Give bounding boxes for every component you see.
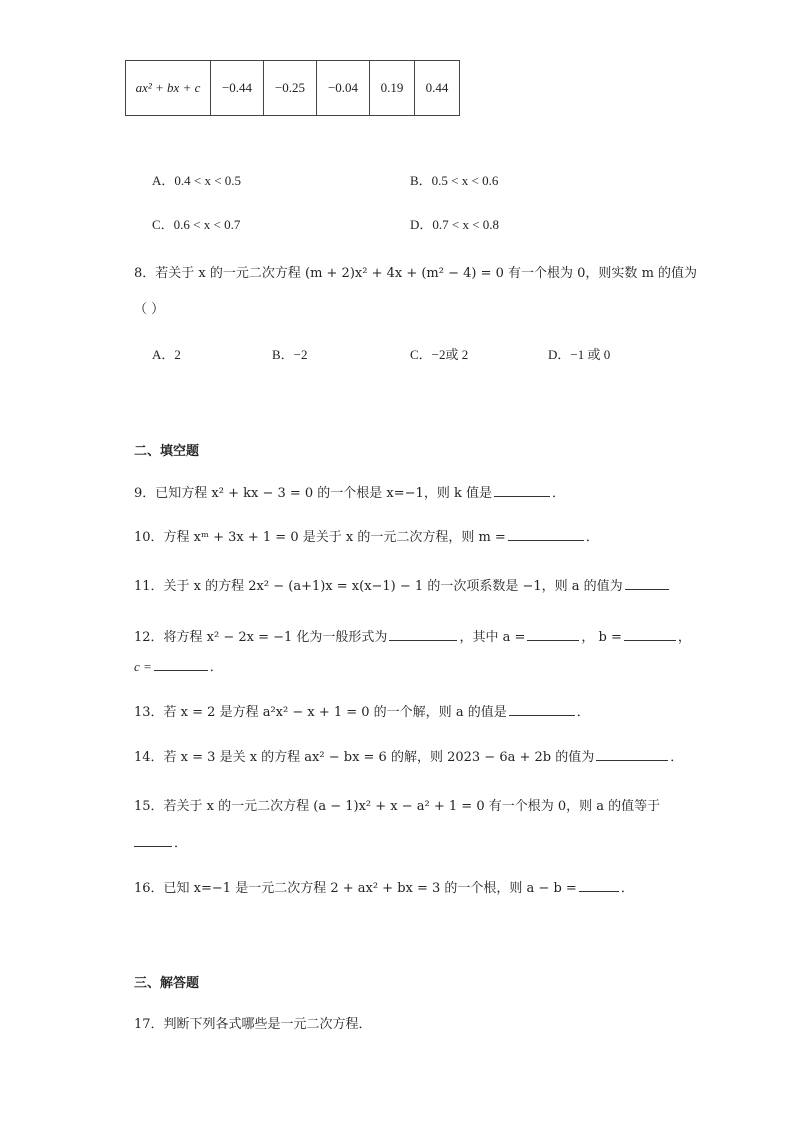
table-cell: −0.25 — [264, 61, 317, 116]
q12-text: 12．将方程 x² − 2x = −1 化为一般形式为 — [134, 630, 388, 645]
q9-end: ． — [551, 486, 565, 501]
q14 — [134, 746, 683, 765]
q10-end: ． — [585, 530, 599, 545]
q8-option-a: A．2 — [152, 347, 181, 362]
q8-option-c: C．−2或 2 — [410, 347, 469, 362]
answer-blank[interactable] — [154, 658, 208, 671]
answer-blank[interactable] — [579, 879, 619, 892]
answer-blank[interactable] — [596, 748, 668, 761]
q12-comma: ， — [677, 630, 691, 645]
q8-stem: 8．若关于 x 的一元二次方程 (m + 2)x² + 4x + (m² − 4) = 0 有一个根为 0，则实数 m 的值为 — [134, 266, 698, 281]
q11 — [134, 575, 671, 594]
q15-text: 15．若关于 x 的一元二次方程 (a − 1)x² + x − a² + 1 = 0 有一个根为 0，则 a 的值等于 — [134, 799, 661, 814]
q13 — [134, 701, 590, 720]
q15-end: ． — [174, 836, 188, 851]
table-cell: 0.44 — [415, 61, 460, 116]
q7-option-d: D．0.7 < x < 0.8 — [410, 217, 500, 232]
q12-end: ． — [209, 660, 223, 675]
answer-blank[interactable] — [624, 628, 676, 641]
q12-line2 — [134, 656, 223, 675]
q9-text: 9．已知方程 x² + kx − 3 = 0 的一个根是 x=−1，则 k 值是 — [134, 486, 492, 501]
q12 — [134, 626, 691, 645]
q14-end: ． — [670, 750, 684, 765]
q15-line2 — [134, 832, 187, 851]
answer-blank[interactable] — [527, 628, 579, 641]
table-row-label: ax² + bx + c — [126, 61, 211, 116]
answer-blank[interactable] — [508, 528, 584, 541]
table-cell: −0.04 — [317, 61, 370, 116]
table-row — [126, 61, 460, 116]
q16 — [134, 877, 634, 896]
q16-end: ． — [620, 881, 634, 896]
section-title-fill-in: 二、填空题 — [134, 444, 200, 459]
q12-c-label: c = — [134, 659, 152, 674]
q8-option-d: D．−1 或 0 — [548, 347, 611, 362]
q12-b-label: ， b = — [581, 630, 622, 645]
q15 — [134, 795, 660, 814]
q9 — [134, 482, 565, 501]
q8-option-b: B．−2 — [272, 347, 308, 362]
q7-option-c: C．0.6 < x < 0.7 — [152, 217, 241, 232]
q7-option-b: B．0.5 < x < 0.6 — [410, 173, 499, 188]
q11-text: 11．关于 x 的方程 2x² − (a+1)x = x(x−1) − 1 的一次项系数是 −1，则 a 的值为 — [134, 579, 623, 594]
section-title-solve: 三、解答题 — [134, 976, 200, 991]
q10 — [134, 526, 599, 545]
answer-blank[interactable] — [134, 834, 172, 847]
q13-end: ． — [576, 705, 590, 720]
q17: 17．判断下列各式哪些是一元二次方程． — [134, 1017, 372, 1032]
value-table — [125, 60, 460, 116]
answer-blank[interactable] — [494, 484, 550, 497]
table-cell: 0.19 — [370, 61, 415, 116]
answer-blank[interactable] — [509, 703, 575, 716]
answer-blank[interactable] — [625, 577, 669, 590]
q14-text: 14．若 x = 3 是关 x 的方程 ax² − bx = 6 的解，则 2023 − 6a + 2b 的值为 — [134, 750, 595, 765]
answer-blank[interactable] — [389, 628, 457, 641]
q16-text: 16．已知 x=−1 是一元二次方程 2 + ax² + bx = 3 的一个根，则 a − b = — [134, 881, 577, 896]
q7-option-a: A．0.4 < x < 0.5 — [152, 173, 242, 188]
q12-a-label: ，其中 a = — [459, 630, 526, 645]
q13-text: 13．若 x = 2 是方程 a²x² − x + 1 = 0 的一个解，则 a 的值是 — [134, 705, 507, 720]
q8-answer-paren: （ ） — [134, 302, 165, 317]
q10-text: 10．方程 xᵐ + 3x + 1 = 0 是关于 x 的一元二次方程，则 m = — [134, 530, 506, 545]
table-cell: −0.44 — [211, 61, 264, 116]
